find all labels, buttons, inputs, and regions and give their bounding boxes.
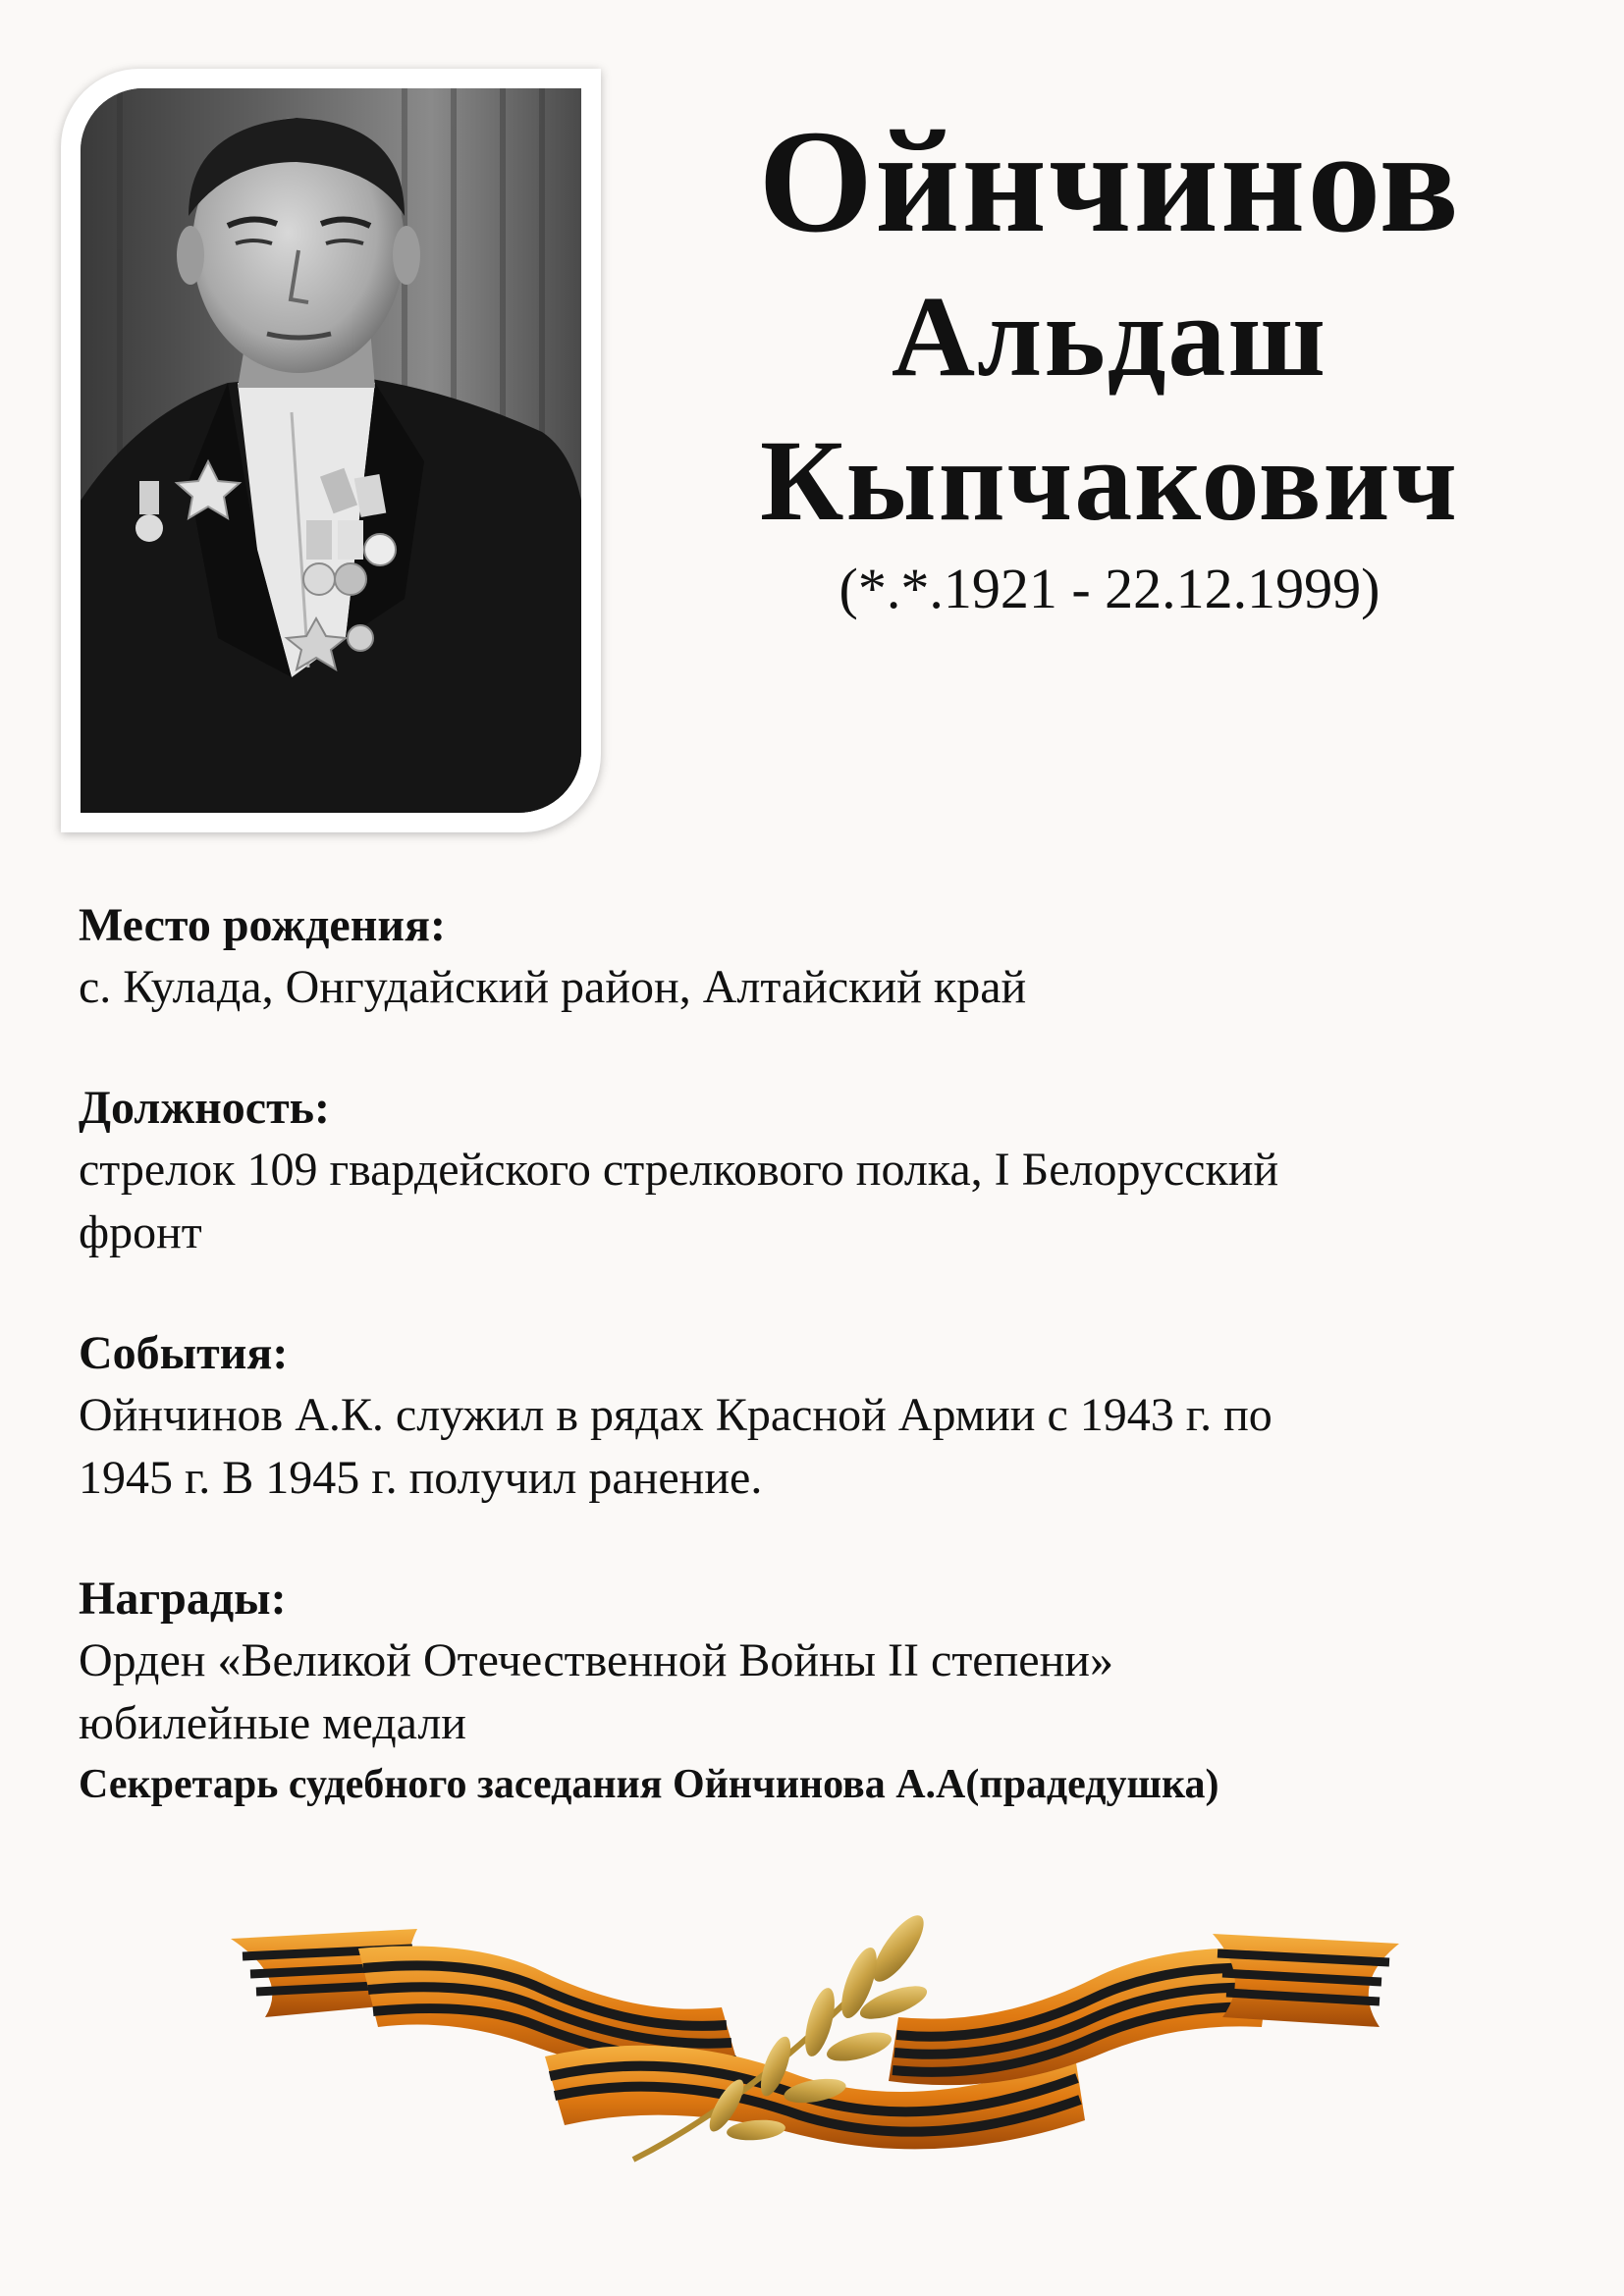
ribbon-graphic <box>211 1909 1419 2174</box>
portrait-photo <box>81 88 581 813</box>
section-line: юбилейные медали <box>79 1697 466 1749</box>
surname: Ойнчинов <box>758 100 1461 263</box>
ribbon-right-swoop <box>889 1948 1272 2085</box>
section-line: 1945 г. В 1945 г. получил ранение. <box>79 1452 763 1504</box>
section-line: фронт <box>79 1206 202 1258</box>
section-line: Ойнчинов А.К. служил в рядах Красной Армии с 1943 г. по <box>79 1389 1272 1441</box>
patronymic: Кыпчакович <box>760 416 1459 545</box>
portrait-frame <box>61 69 601 832</box>
section-line: Орден «Великой Отечественной Войны II степени» <box>79 1634 1113 1686</box>
portrait-image <box>81 88 581 813</box>
section-awards <box>79 1569 1551 1814</box>
life-dates: (*.*.1921 - 22.12.1999) <box>839 557 1380 620</box>
ribbon-right <box>1213 1934 1399 2027</box>
section-birthplace <box>79 895 1551 1019</box>
st-george-ribbon-icon <box>211 1909 1419 2174</box>
given-name: Альдаш <box>891 272 1328 400</box>
section-label: Должность: <box>79 1082 331 1134</box>
biography-info <box>79 895 1551 1814</box>
section-events <box>79 1323 1551 1510</box>
section-label: События: <box>79 1327 289 1379</box>
section-label: Место рождения: <box>79 899 446 951</box>
name-header <box>628 98 1591 623</box>
section-position <box>79 1078 1551 1264</box>
secretary-note: Секретарь судебного заседания Ойнчинова А.А(прадедушка) <box>79 1762 1219 1807</box>
section-line: с. Кулада, Онгудайский район, Алтайский край <box>79 961 1027 1013</box>
section-line: стрелок 109 гвардейского стрелкового полка, I Белорусский <box>79 1144 1279 1196</box>
section-label: Награды: <box>79 1573 287 1625</box>
